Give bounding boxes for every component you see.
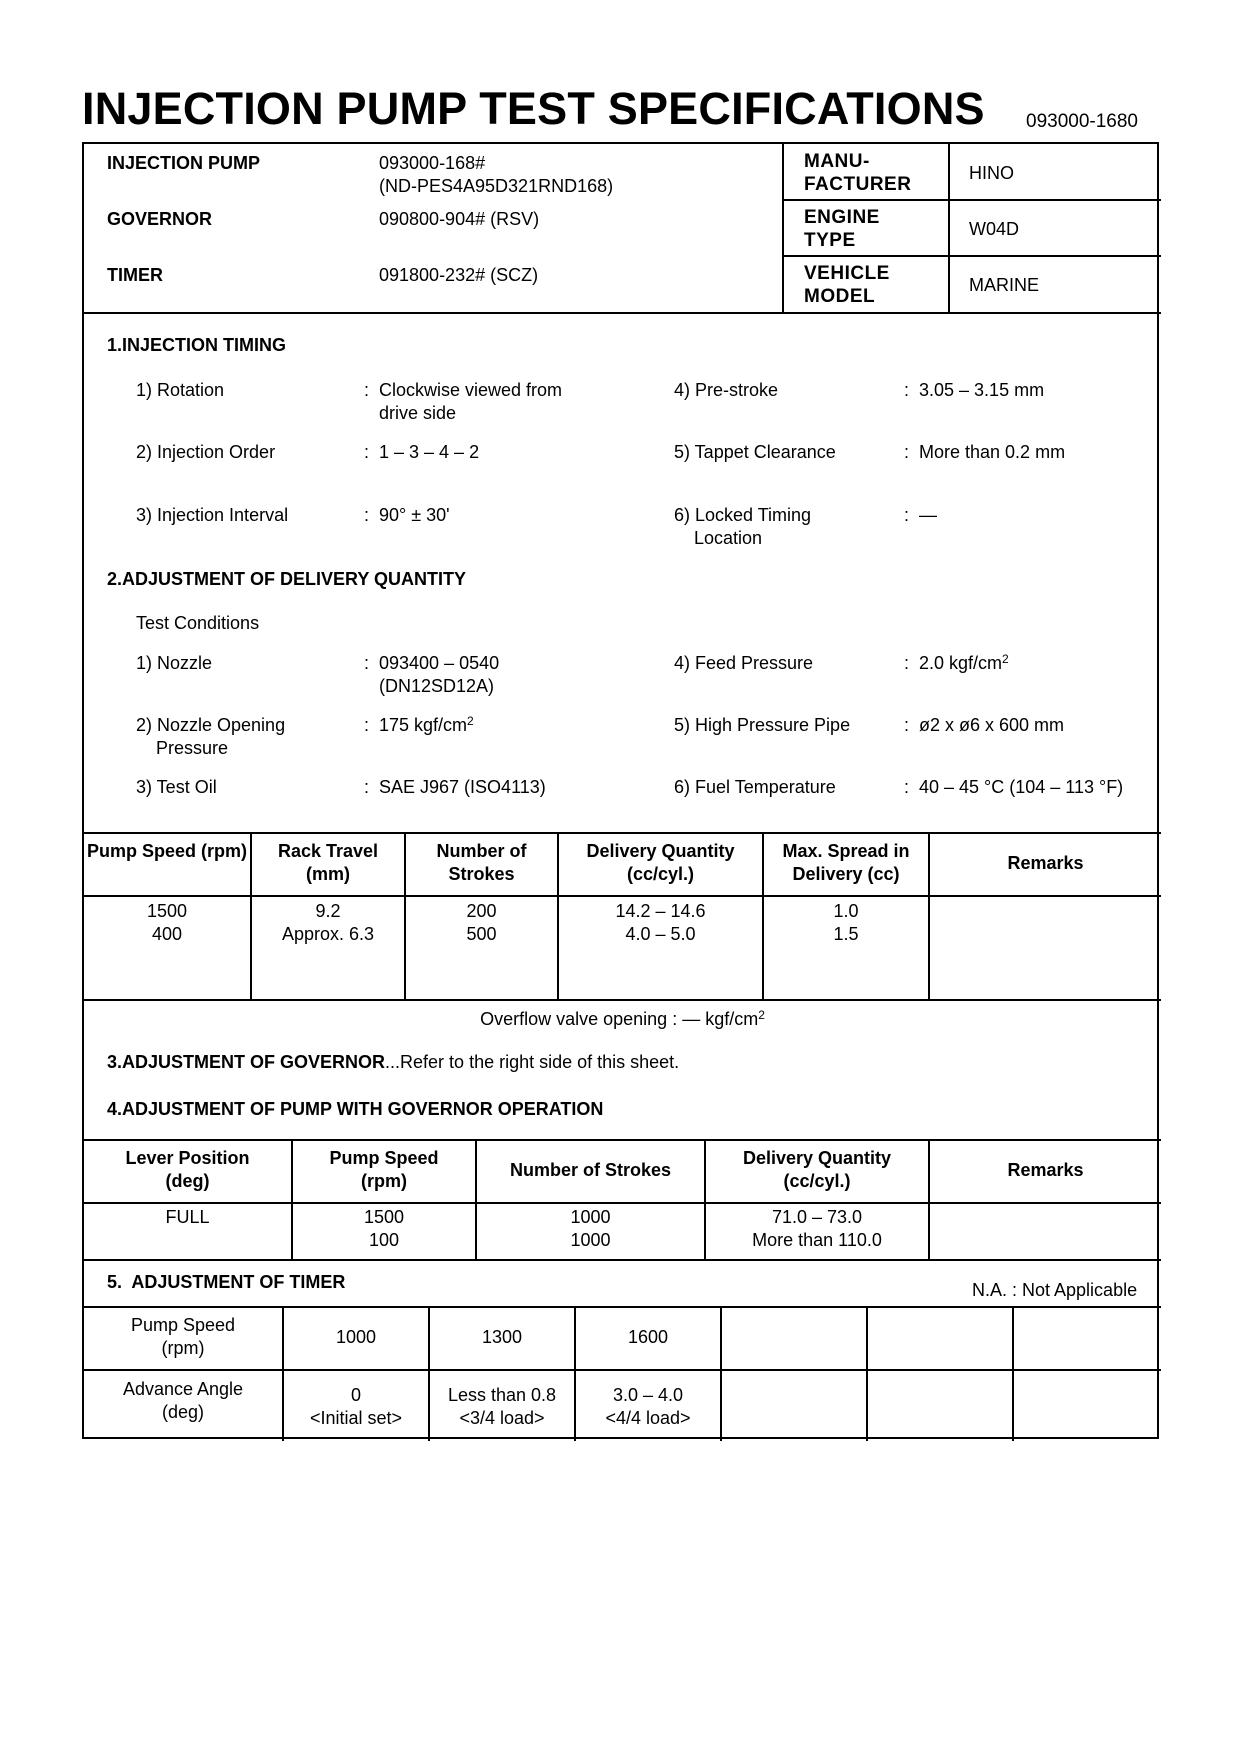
divider [782, 199, 1161, 201]
spec-value: — [919, 505, 937, 525]
section4-heading: 4.ADJUSTMENT OF PUMP WITH GOVERNOR OPERATION [107, 1099, 604, 1119]
table-cell: 9.2 Approx. 6.3 [281, 901, 375, 944]
table-header: Delivery Quantity (cc/cyl.) [742, 1148, 892, 1191]
table-cell: Less than 0.8 <3/4 load> [447, 1385, 557, 1428]
vehicle-model-label: VEHICLE MODEL [804, 263, 890, 307]
table-header: Rack Travel (mm) [277, 841, 379, 884]
timer-row-label: Pump Speed (rpm) [130, 1315, 236, 1358]
test-conditions-label: Test Conditions [136, 613, 260, 633]
table-cell: 1500 400 [146, 901, 188, 944]
table-cell: 71.0 – 73.0 More than 110.0 [752, 1207, 882, 1250]
vehicle-model-value: MARINE [969, 275, 1040, 295]
spec-label: 1) Rotation [136, 380, 225, 400]
spec-sheet-frame [82, 142, 1159, 1439]
colon: : [904, 653, 910, 673]
timer-label: TIMER [107, 265, 163, 285]
table-cell: 0 <Initial set> [309, 1385, 403, 1428]
table-cell: 200 500 [466, 901, 497, 944]
colon: : [364, 653, 370, 673]
governor-value: 090800-904# (RSV) [379, 209, 540, 229]
divider [948, 144, 950, 312]
spec-label: 5) Tappet Clearance [674, 442, 836, 462]
table-header: Remarks [1007, 853, 1084, 873]
governor-label: GOVERNOR [107, 209, 213, 229]
spec-value: 90° ± 30' [379, 505, 450, 525]
injection-pump-value: 093000-168# (ND-PES4A95D321RND168) [379, 153, 614, 196]
table-border [84, 1259, 1161, 1261]
table-cell: 3.0 – 4.0 <4/4 load> [605, 1385, 691, 1428]
table-cell: 1000 1000 [570, 1207, 611, 1250]
table-header: Max. Spread in Delivery (cc) [782, 841, 910, 884]
spec-value: More than 0.2 mm [919, 442, 1066, 462]
colon: : [904, 380, 910, 400]
engine-type-value: W04D [969, 219, 1020, 239]
divider [782, 144, 784, 312]
timer-row-label: Advance Angle (deg) [122, 1379, 244, 1422]
table-cell: 1300 [481, 1327, 523, 1347]
manufacturer-label: MANU- FACTURER [804, 151, 912, 195]
table-header: Pump Speed (rpm) [329, 1148, 439, 1191]
na-note: N.A. : Not Applicable [972, 1280, 1138, 1300]
table-header: Number of Strokes [509, 1160, 672, 1180]
table-cell: 1600 [627, 1327, 669, 1347]
colon: : [364, 777, 370, 797]
table-border [720, 1306, 722, 1441]
table-cell: 1.0 1.5 [833, 901, 859, 944]
table-border [1012, 1306, 1014, 1441]
spec-label: 6) Locked Timing Location [674, 505, 812, 548]
condition-value: 40 – 45 °C (104 – 113 °F) [919, 777, 1124, 797]
colon: : [364, 505, 370, 525]
table-header: Number of Strokes [436, 841, 527, 884]
colon: : [364, 442, 370, 462]
colon: : [904, 777, 910, 797]
table-header: Delivery Quantity (cc/cyl.) [586, 841, 735, 884]
condition-label: 1) Nozzle [136, 653, 213, 673]
table-border [866, 1306, 868, 1441]
condition-value: 175 kgf/$cm^2$ [379, 714, 474, 735]
table-border [84, 1202, 1161, 1204]
condition-value: SAE J967 (ISO4113) [379, 777, 546, 797]
section3-line [107, 1051, 679, 1074]
table-header: Remarks [1007, 1160, 1084, 1180]
table-border [84, 895, 1161, 897]
table-border [84, 1306, 1161, 1308]
colon: : [904, 505, 910, 525]
table-header: Lever Position (deg) [125, 1148, 250, 1191]
section3-heading: 3.ADJUSTMENT OF GOVERNOR [107, 1052, 386, 1072]
table-border [84, 1139, 1161, 1141]
page-title: INJECTION PUMP TEST SPECIFICATIONS [82, 83, 985, 134]
table-cell: 1500 100 [363, 1207, 405, 1250]
spec-value: 1 – 3 – 4 – 2 [379, 442, 480, 462]
spec-label: 2) Injection Order [136, 442, 276, 462]
table-border [84, 999, 1161, 1001]
table-border [928, 1139, 930, 1259]
timer-value: 091800-232# (SCZ) [379, 265, 539, 285]
section3-note: ...Refer to the right side of this sheet. [385, 1052, 680, 1072]
overflow-valve-note: Overflow valve opening : — kgf/$cm^2$ [480, 1008, 765, 1029]
divider [84, 312, 1161, 314]
spec-value: Clockwise viewed from drive side [379, 380, 563, 423]
section1-heading: 1.INJECTION TIMING [107, 335, 287, 355]
spec-value: 3.05 – 3.15 mm [919, 380, 1045, 400]
table-cell: 14.2 – 14.6 4.0 – 5.0 [615, 901, 706, 944]
table-border [84, 832, 1161, 834]
spec-label: 4) Pre-stroke [674, 380, 779, 400]
colon: : [364, 380, 370, 400]
section2-heading: 2.ADJUSTMENT OF DELIVERY QUANTITY [107, 569, 467, 589]
table-header: Pump Speed (rpm) [86, 841, 247, 861]
colon: : [364, 715, 370, 735]
condition-label: 6) Fuel Temperature [674, 777, 836, 797]
condition-label: 3) Test Oil [136, 777, 217, 797]
table-border [84, 1369, 1161, 1371]
injection-pump-label: INJECTION PUMP [107, 153, 261, 173]
divider [782, 255, 1161, 257]
document-number: 093000-1680 [1026, 111, 1138, 132]
condition-label: 2) Nozzle Opening Pressure [136, 715, 286, 758]
condition-value: ø2 x ø6 x 600 mm [919, 715, 1065, 735]
colon: : [904, 715, 910, 735]
colon: : [904, 442, 910, 462]
condition-value: 093400 – 0540 (DN12SD12A) [379, 653, 500, 696]
condition-label: 4) Feed Pressure [674, 653, 814, 673]
spec-label: 3) Injection Interval [136, 505, 289, 525]
table-cell: FULL [165, 1207, 210, 1227]
manufacturer-value: HINO [969, 163, 1014, 183]
condition-value: 2.0 kgf/$cm^2$ [919, 652, 1009, 673]
table-cell: 1000 [335, 1327, 377, 1347]
condition-label: 5) High Pressure Pipe [674, 715, 851, 735]
section5-heading: 5. ADJUSTMENT OF TIMER [107, 1272, 346, 1292]
engine-type-label: ENGINE TYPE [804, 207, 880, 251]
